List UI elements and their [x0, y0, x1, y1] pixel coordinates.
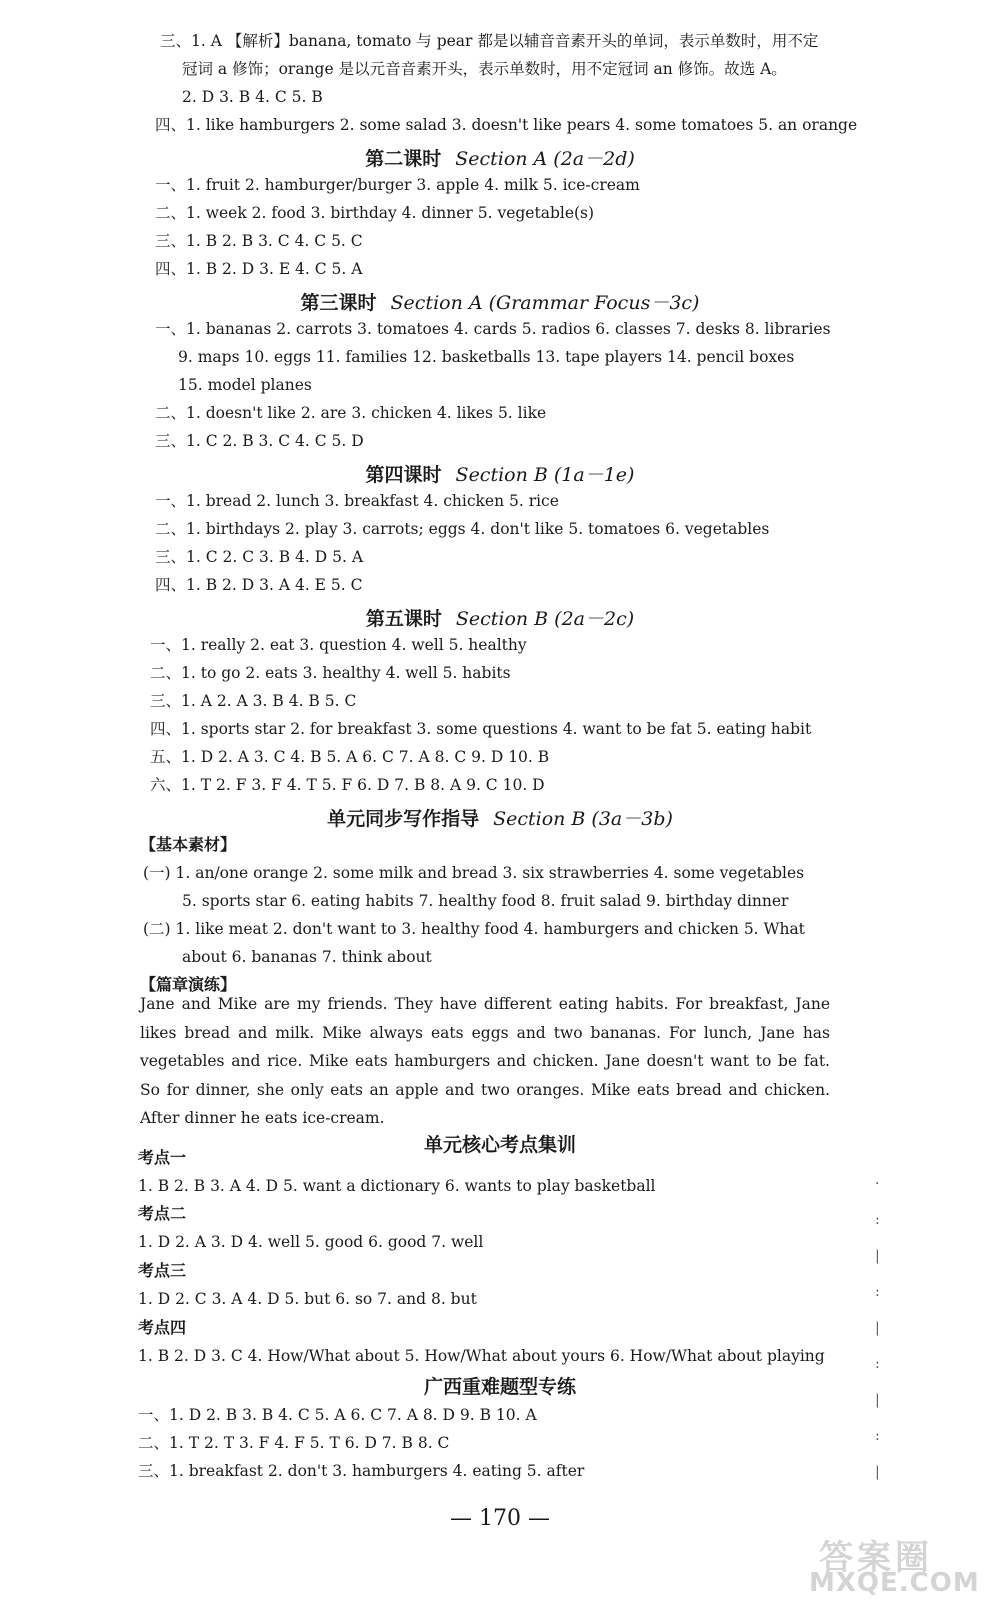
answer-line: 1. B 2. D 3. C 4. How/What about 5. How/What about yours 6. How/What about playing: [138, 1347, 825, 1365]
answer-line: 一、1. D 2. B 3. B 4. C 5. A 6. C 7. A 8. D 9. B 10. A: [138, 1406, 537, 1424]
answer-line: 四、1. B 2. D 3. E 4. C 5. A: [155, 260, 363, 278]
margin-mark: :: [875, 1284, 880, 1300]
answer-line: 二、1. week 2. food 3. birthday 4. dinner 5. vegetable(s): [155, 204, 595, 222]
answer-line: 三、1. C 2. C 3. B 4. D 5. A: [155, 548, 364, 566]
answer-line: (二) 1. like meat 2. don't want to 3. healthy food 4. hamburgers and chicken 5. What: [143, 920, 805, 938]
page-number: — 170 —: [450, 1506, 550, 1531]
answer-line: 一、1. fruit 2. hamburger/burger 3. apple 4. milk 5. ice-cream: [155, 176, 640, 194]
lesson-heading: [0, 1374, 1000, 1400]
answer-line: 冠词 a 修饰；orange 是以元音音素开头，表示单数时，用不定冠词 an 修饰。故选 A。: [182, 60, 787, 78]
lesson-heading: [0, 806, 1000, 832]
watermark-text-bottom: MXQE.COM: [809, 1568, 980, 1598]
lesson-title: 单元同步写作指导: [327, 808, 480, 830]
section-label: 考点二: [138, 1204, 187, 1223]
answer-line: 四、1. like hamburgers 2. some salad 3. doesn't like pears 4. some tomatoes 5. an orange: [155, 116, 858, 134]
answer-line: 9. maps 10. eggs 11. families 12. basketballs 13. tape players 14. pencil boxes: [178, 348, 795, 366]
writing-sample-paragraph: Jane and Mike are my friends. They have different eating habits. For breakfast, Jane likes bread and milk. Mike always eats eggs and two bananas. For lunch, Jane has vegetables and rice. Mike eats hamburgers and chicken. Jane doesn't want to be fat. So for dinner, she only eats an apple and two oranges. Mike eats bread and chicken. After dinner he eats ice-cream.: [140, 995, 830, 1127]
answer-line: 15. model planes: [178, 376, 312, 394]
lesson-section: Section B (1a－1e): [455, 464, 635, 486]
answer-line: 三、1. B 2. B 3. C 4. C 5. C: [155, 232, 363, 250]
lesson-title: 第五课时: [365, 608, 442, 630]
section-label: 考点一: [138, 1148, 187, 1167]
section-label: 【篇章演练】: [140, 975, 237, 994]
lesson-title: 第三课时: [300, 292, 377, 314]
answer-line: about 6. bananas 7. think about: [182, 948, 432, 966]
answer-line: 二、1. birthdays 2. play 3. carrots; eggs 4. don't like 5. tomatoes 6. vegetables: [155, 520, 770, 538]
section-label: 考点四: [138, 1318, 187, 1337]
answer-line: 四、1. B 2. D 3. A 4. E 5. C: [155, 576, 363, 594]
margin-mark: |: [875, 1248, 880, 1264]
lesson-title: 单元核心考点集训: [423, 1134, 576, 1156]
answer-line: 六、1. T 2. F 3. F 4. T 5. F 6. D 7. B 8. A 9. C 10. D: [150, 776, 545, 794]
lesson-title: 广西重难题型专练: [423, 1376, 576, 1398]
answer-line: 5. sports star 6. eating habits 7. healthy food 8. fruit salad 9. birthday dinner: [182, 892, 789, 910]
lesson-section: Section A (Grammar Focus－3c): [390, 292, 700, 314]
answer-line: 二、1. doesn't like 2. are 3. chicken 4. likes 5. like: [155, 404, 547, 422]
margin-mark: :: [875, 1356, 880, 1372]
lesson-heading: [0, 146, 1000, 172]
lesson-section: Section A (2a－2d): [455, 148, 635, 170]
answer-line: 1. B 2. B 3. A 4. D 5. want a dictionary 6. wants to play basketball: [138, 1177, 656, 1195]
answer-line: 五、1. D 2. A 3. C 4. B 5. A 6. C 7. A 8. C 9. D 10. B: [150, 748, 550, 766]
answer-line: 二、1. to go 2. eats 3. healthy 4. well 5. habits: [150, 664, 511, 682]
watermark-logo: [805, 1530, 995, 1598]
answer-line: 四、1. sports star 2. for breakfast 3. some questions 4. want to be fat 5. eating habit: [150, 720, 812, 738]
lesson-title: 第四课时: [365, 464, 442, 486]
answer-line: 三、1. A 【解析】banana, tomato 与 pear 都是以辅音音素开头的单词，表示单数时，用不定: [160, 32, 819, 50]
margin-mark: ·: [875, 1176, 880, 1192]
answer-line: (一) 1. an/one orange 2. some milk and bread 3. six strawberries 4. some vegetables: [143, 864, 805, 882]
answer-line: 三、1. breakfast 2. don't 3. hamburgers 4. eating 5. after: [138, 1462, 585, 1480]
margin-mark: |: [875, 1320, 880, 1336]
answer-line: 一、1. bananas 2. carrots 3. tomatoes 4. cards 5. radios 6. classes 7. desks 8. libraries: [155, 320, 831, 338]
answer-line: 1. D 2. C 3. A 4. D 5. but 6. so 7. and 8. but: [138, 1290, 477, 1308]
margin-mark: |: [875, 1464, 880, 1480]
lesson-section: Section B (3a－3b): [493, 808, 673, 830]
answer-line: 2. D 3. B 4. C 5. B: [182, 88, 323, 106]
answer-line: 二、1. T 2. T 3. F 4. F 5. T 6. D 7. B 8. C: [138, 1434, 450, 1452]
margin-marks: [875, 1176, 887, 1516]
answer-line: 1. D 2. A 3. D 4. well 5. good 6. good 7. well: [138, 1233, 484, 1251]
answer-line: 一、1. really 2. eat 3. question 4. well 5. healthy: [150, 636, 527, 654]
answer-line: 一、1. bread 2. lunch 3. breakfast 4. chicken 5. rice: [155, 492, 559, 510]
answer-line: 三、1. C 2. B 3. C 4. C 5. D: [155, 432, 364, 450]
section-label: 考点三: [138, 1261, 187, 1280]
margin-mark: |: [875, 1392, 880, 1408]
margin-mark: :: [875, 1428, 880, 1444]
section-label: 【基本素材】: [140, 835, 237, 854]
lesson-heading: [0, 290, 1000, 316]
watermark-text-top: 答案圈: [819, 1538, 933, 1578]
lesson-title: 第二课时: [365, 148, 442, 170]
lesson-heading: [0, 462, 1000, 488]
margin-mark: :: [875, 1212, 880, 1228]
lesson-heading: [0, 606, 1000, 632]
answer-line: 三、1. A 2. A 3. B 4. B 5. C: [150, 692, 357, 710]
lesson-section: Section B (2a－2c): [455, 608, 635, 630]
